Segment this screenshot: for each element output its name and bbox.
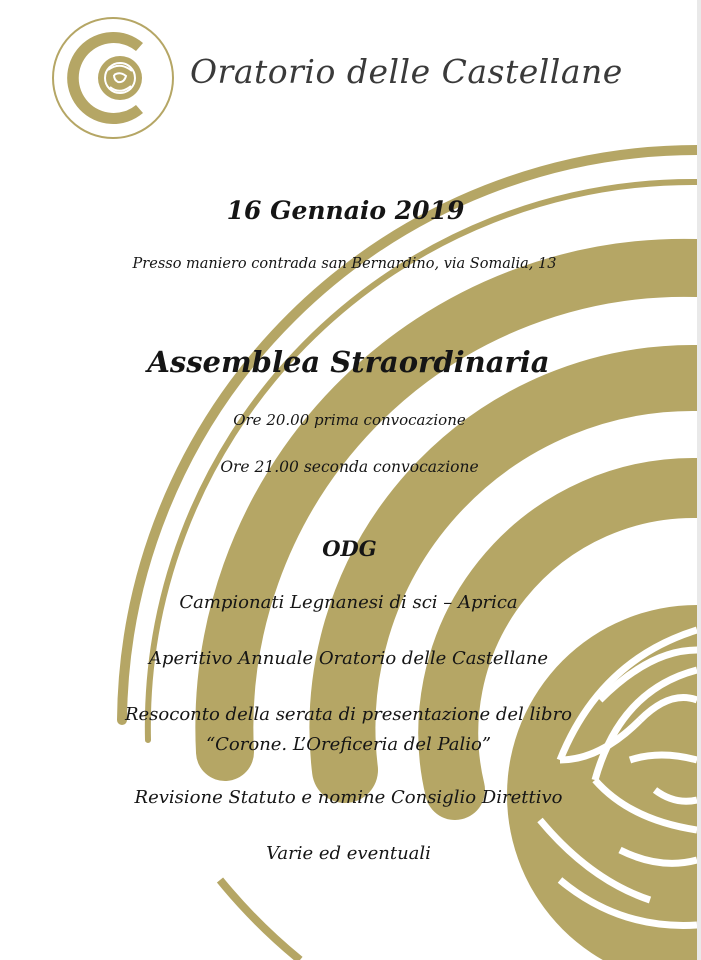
agenda-item-book-title: “Corone. L’Oreficeria del Palio” (205, 734, 492, 755)
agenda-item-statute-revision: Revisione Statuto e nomine Consiglio Direttivo (134, 787, 563, 808)
assembly-title: Assemblea Straordinaria (147, 345, 550, 379)
event-venue: Presso maniero contrada san Bernardino, via Somalia, 13 (132, 256, 557, 272)
agenda-item-annual-aperitif: Aperitivo Annuale Oratorio delle Castellane (148, 648, 549, 669)
agenda-item-other-business: Varie ed eventuali (266, 843, 431, 864)
event-date: 16 Gennaio 2019 (226, 196, 465, 225)
rose-emblem-icon (50, 15, 176, 141)
organization-title: Oratorio delle Castellane (190, 52, 623, 91)
page-edge (697, 0, 701, 960)
agenda-item-book-report: Resoconto della serata di presentazione del libro (124, 704, 573, 725)
agenda-heading: ODG (322, 536, 377, 561)
second-call-time: Ore 21.00 seconda convocazione (220, 458, 479, 476)
agenda-item-ski-championship: Campionati Legnanesi di sci – Aprica (179, 592, 518, 613)
first-call-time: Ore 20.00 prima convocazione (233, 411, 466, 429)
bottom-left-accent (220, 880, 300, 960)
